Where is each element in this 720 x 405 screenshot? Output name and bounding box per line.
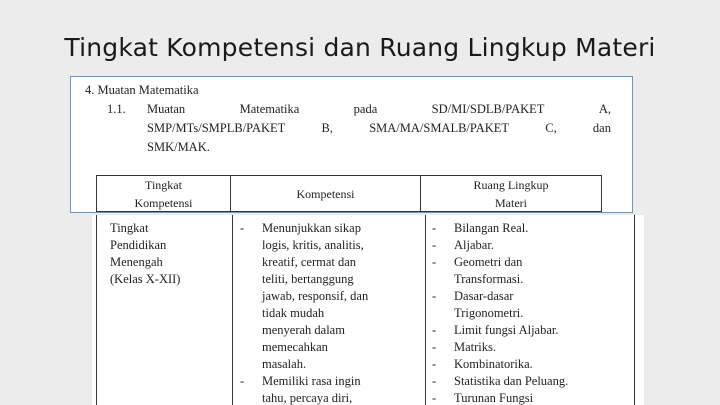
header-text: Tingkat: [145, 177, 182, 192]
paragraph-line-1: [147, 102, 611, 117]
slide-title: Tingkat Kompetensi dan Ruang Lingkup Materi: [64, 33, 656, 62]
list-item: [432, 390, 568, 405]
table-header: [96, 175, 602, 212]
list-item: [432, 339, 568, 356]
item-line: Turunan Fungsi: [454, 391, 534, 405]
header-text: Kompetensi: [134, 195, 193, 210]
table-border: [232, 215, 233, 405]
item-line: kreatif, cermat dan: [262, 255, 357, 269]
item-line: Transformasi.: [454, 272, 524, 286]
item-line: Bilangan Real.: [454, 221, 529, 235]
dash-bullet: -: [240, 374, 245, 388]
item-line: Dasar-dasar: [454, 289, 514, 303]
list-item: [432, 220, 568, 237]
dash-bullet: -: [432, 323, 437, 337]
item-line: memecahkan: [262, 340, 328, 354]
dash-bullet: -: [432, 238, 437, 252]
dash-bullet: -: [432, 391, 437, 405]
document-scan-top: [70, 76, 633, 213]
item-line: Matriks.: [454, 340, 497, 354]
item-line: teliti, bertanggung: [262, 272, 354, 286]
paragraph-line-3: SMK/MAK.: [147, 140, 210, 154]
item-number: 1.1.: [107, 102, 126, 116]
document-scan-bottom: [92, 215, 644, 405]
header-ruang-lingkup: [420, 176, 601, 211]
ruang-lingkup-cell: [432, 220, 568, 405]
header-kompetensi: [230, 176, 420, 211]
dash-bullet: -: [432, 221, 437, 235]
word: SMP/MTs/SMPLB/PAKET: [147, 121, 286, 135]
word: B,: [321, 121, 333, 135]
cell-line: Menengah: [110, 255, 163, 269]
word: A,: [598, 102, 611, 116]
list-item: [432, 373, 568, 390]
item-line: tahu, percaya diri,: [262, 391, 353, 405]
word: SMA/MA/SMALB/PAKET: [369, 121, 510, 135]
kompetensi-cell: [240, 220, 368, 405]
item-line: Kombinatorika.: [454, 357, 533, 371]
word: pada: [353, 102, 378, 116]
list-item: [432, 288, 568, 322]
table-border: [425, 215, 426, 405]
table-border: [634, 215, 635, 405]
list-item: [240, 220, 368, 373]
table-border: [96, 215, 97, 405]
dash-bullet: -: [432, 357, 437, 371]
item-line: Trigonometri.: [454, 306, 524, 320]
header-tingkat: [97, 176, 230, 211]
item-line: tidak mudah: [262, 306, 325, 320]
dash-bullet: -: [432, 255, 437, 269]
cell-line: Pendidikan: [110, 238, 167, 252]
item-line: logis, kritis, analitis,: [262, 238, 364, 252]
header-text: Materi: [495, 195, 527, 210]
word: C,: [545, 121, 557, 135]
word: SD/MI/SDLB/PAKET: [431, 102, 545, 116]
word: Muatan: [147, 102, 186, 116]
dash-bullet: -: [240, 221, 245, 235]
tingkat-cell: [110, 220, 180, 288]
word: Matematika: [239, 102, 300, 116]
item-line: Memiliki rasa ingin: [262, 374, 361, 388]
list-item: [240, 373, 368, 405]
header-text: Kompetensi: [296, 186, 355, 201]
paragraph-line-2: [147, 121, 611, 136]
item-line: Menunjukkan sikap: [262, 221, 361, 235]
item-line: Limit fungsi Aljabar.: [454, 323, 559, 337]
item-line: masalah.: [262, 357, 307, 371]
word: dan: [592, 121, 611, 135]
item-line: Geometri dan: [454, 255, 523, 269]
dash-bullet: -: [432, 340, 437, 354]
section-heading: 4. Muatan Matematika: [85, 83, 199, 97]
header-text: Ruang Lingkup: [473, 177, 549, 192]
cell-line: Tingkat: [110, 221, 149, 235]
item-line: Statistika dan Peluang.: [454, 374, 569, 388]
cell-line: (Kelas X-XII): [110, 272, 181, 286]
dash-bullet: -: [432, 289, 437, 303]
item-line: Aljabar.: [454, 238, 494, 252]
list-item: [432, 356, 568, 373]
dash-bullet: -: [432, 374, 437, 388]
list-item: [432, 237, 568, 254]
list-item: [432, 254, 568, 288]
item-line: jawab, responsif, dan: [262, 289, 369, 303]
list-item: [432, 322, 568, 339]
item-line: menyerah dalam: [262, 323, 345, 337]
